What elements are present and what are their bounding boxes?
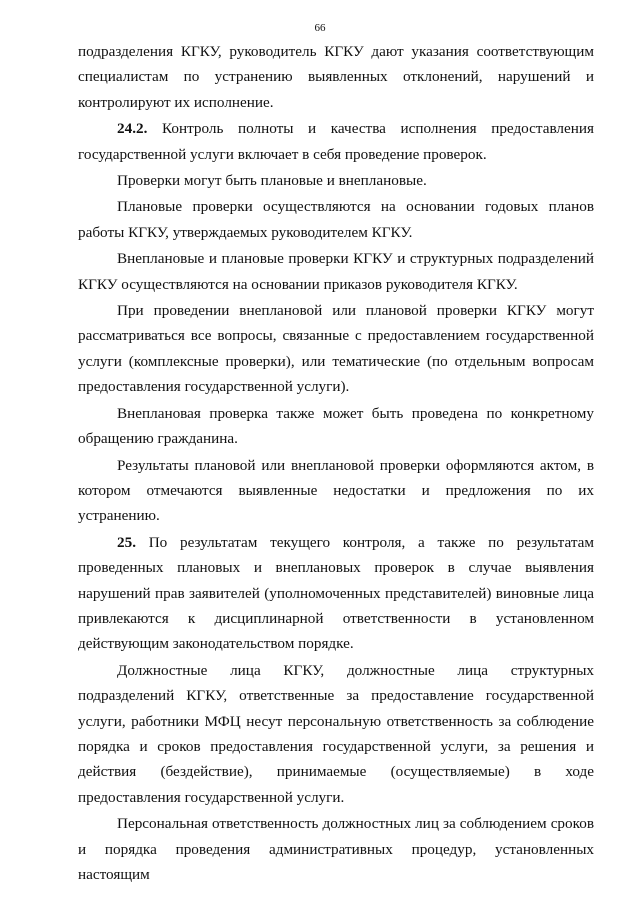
paragraph bbox=[78, 453, 594, 529]
paragraph-text: По результатам текущего контроля, а также по результатам проведенных плановых и внеплановых проверок в случае выявления нарушений прав заявителей (уполномоченных представителей) виновные лица привлекаются к дисциплинарной ответственности в установленном действующим законодательством порядке. bbox=[78, 533, 594, 653]
clause-number: 24.2. bbox=[117, 120, 148, 138]
paragraph bbox=[78, 298, 594, 400]
paragraph-text: Результаты плановой или внеплановой проверки оформляются актом, в котором отмечаются выявленные недостатки и предложения по их устранению. bbox=[78, 456, 594, 525]
paragraph bbox=[78, 168, 594, 193]
paragraph-continuation bbox=[78, 39, 594, 115]
paragraph bbox=[78, 401, 594, 452]
document-body bbox=[78, 39, 594, 887]
paragraph-text: При проведении внеплановой или плановой проверки КГКУ могут рассматриваться все вопросы, связанные с предоставлением государственной услуги (комплексные проверки), или тематические (по отдельным вопросам предоставления государственной услуги). bbox=[78, 302, 594, 396]
paragraph bbox=[78, 194, 594, 245]
paragraph bbox=[78, 811, 594, 887]
paragraph bbox=[78, 246, 594, 297]
paragraph-24-2 bbox=[78, 116, 594, 167]
paragraph-text: Проверки могут быть плановые и внеплановые. bbox=[117, 172, 427, 190]
paragraph-text: подразделения КГКУ, руководитель КГКУ дают указания соответствующим специалистам по устранению выявленных отклонений, нарушений и контролируют их исполнение. bbox=[78, 43, 594, 111]
paragraph-text: Плановые проверки осуществляются на основании годовых планов работы КГКУ, утверждаемых руководителем КГКУ. bbox=[78, 198, 594, 241]
paragraph-25 bbox=[78, 530, 594, 657]
paragraph-text: Персональная ответственность должностных лиц за соблюдением сроков и порядка проведения административных процедур, установленных настоящим bbox=[78, 815, 594, 883]
clause-number: 25. bbox=[117, 533, 136, 551]
paragraph bbox=[78, 658, 594, 810]
page-number: 66 bbox=[314, 22, 326, 34]
paragraph-text: Внеплановая проверка также может быть проведена по конкретному обращению гражданина. bbox=[78, 404, 594, 448]
paragraph-text: Должностные лица КГКУ, должностные лица структурных подразделений КГКУ, ответственные за предоставление государственной услуги, работники МФЦ несут персональную ответственность за соблюдение порядка и сроков предоставления государственной услуги, за решения и действия (бездействие), принимаемые (осуществляемые) в ходе предоставления государственной услуги. bbox=[78, 661, 594, 806]
paragraph-text: Внеплановые и плановые проверки КГКУ и структурных подразделений КГКУ осуществляются на основании приказов руководителя КГКУ. bbox=[78, 250, 594, 293]
paragraph-text: Контроль полноты и качества исполнения предоставления государственной услуги включает в себя проведение проверок. bbox=[78, 120, 594, 163]
